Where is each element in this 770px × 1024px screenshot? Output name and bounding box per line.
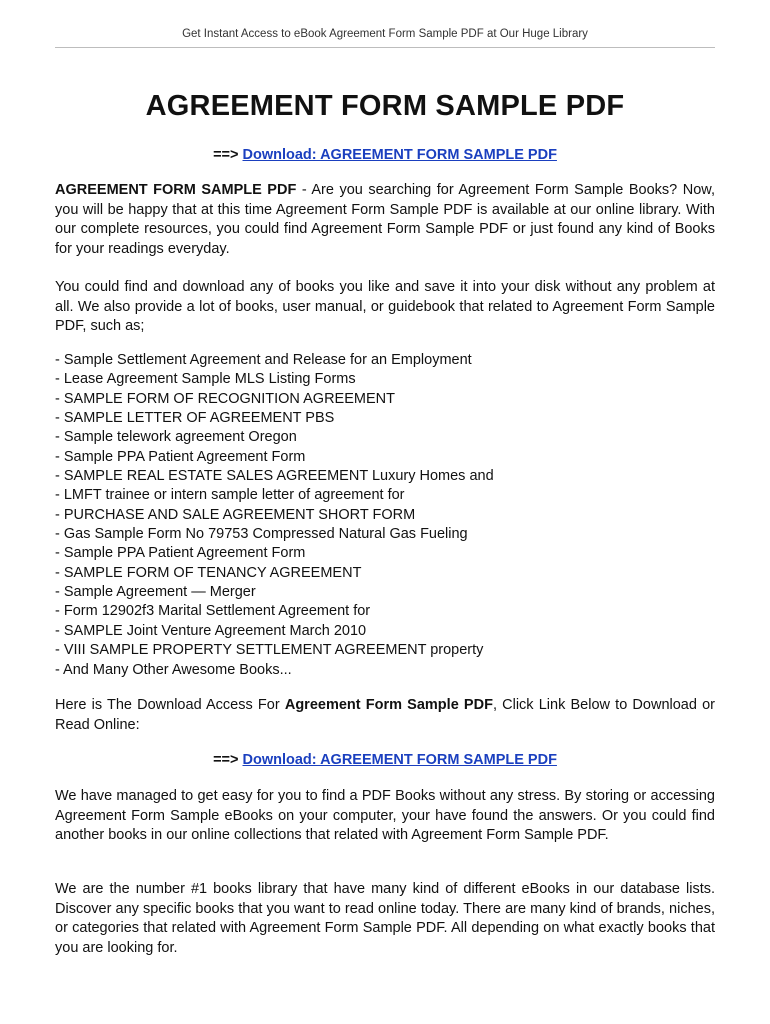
download-link-bottom[interactable]: Download: AGREEMENT FORM SAMPLE PDF — [242, 752, 557, 768]
paragraph-library: We are the number #1 books library that have many kind of different eBooks in our database lists. Discover any specific books that you want to read online today. There are many kind of brands, niches, or categories that related with Agreement Form Sample PDF. All depending on what exactly books that you are looking for. — [55, 881, 715, 956]
book-list-item: - Sample Agreement — Merger — [55, 584, 256, 601]
book-list-item: - SAMPLE Joint Venture Agreement March 2010 — [55, 622, 367, 639]
book-list-item: - Form 12902f3 Marital Settlement Agreement for — [55, 603, 371, 620]
intro-paragraph — [55, 181, 715, 259]
book-list-item: - Lease Agreement Sample MLS Listing Forms — [55, 371, 356, 388]
book-list — [55, 351, 715, 680]
download-arrow: ==> — [213, 752, 239, 768]
access-before: Here is The Download Access For — [55, 697, 285, 713]
book-list-item: - Sample Settlement Agreement and Release for an Employment — [55, 352, 472, 368]
book-list-item: - SAMPLE FORM OF RECOGNITION AGREEMENT — [55, 390, 395, 407]
book-list-item: - Sample PPA Patient Agreement Form — [55, 545, 306, 562]
book-list-item: - VIII SAMPLE PROPERTY SETTLEMENT AGREEMENT property — [55, 642, 484, 659]
access-after: , Click Link Below to Download or Read Online: — [55, 697, 715, 733]
download-arrow: ==> — [213, 147, 239, 163]
paragraph-books-description: You could find and download any of books you like and save it into your disk without any problem at all. We also provide a lot of books, user manual, or guidebook that related to Agreement Form Sample PDF, such as; — [55, 279, 715, 335]
intro-bold: AGREEMENT FORM SAMPLE PDF — [55, 182, 297, 198]
access-paragraph — [55, 696, 715, 735]
book-list-item: - LMFT trainee or intern sample letter of agreement for — [55, 487, 405, 504]
access-bold: Agreement Form Sample PDF — [284, 697, 493, 713]
download-line-top — [0, 147, 770, 163]
book-list-item: - SAMPLE LETTER OF AGREEMENT PBS — [55, 410, 335, 427]
book-list-item: - And Many Other Awesome Books... — [55, 661, 292, 678]
book-list-item: - SAMPLE FORM OF TENANCY AGREEMENT — [55, 564, 362, 581]
document-title: AGREEMENT FORM SAMPLE PDF — [145, 90, 625, 122]
book-list-item: - SAMPLE REAL ESTATE SALES AGREEMENT Luxury Homes and — [55, 468, 494, 485]
download-link-top[interactable]: Download: AGREEMENT FORM SAMPLE PDF — [242, 147, 557, 163]
page-header: Get Instant Access to eBook Agreement Form Sample PDF at Our Huge Library — [55, 28, 715, 48]
download-line-bottom — [0, 752, 770, 768]
paragraph-managed: We have managed to get easy for you to find a PDF Books without any stress. By storing or accessing Agreement Form Sample eBooks on your computer, your have found the answers. Or you could find another books in our online collections that related with Agreement Form Sample PDF. — [55, 788, 715, 844]
intro-text: - Are you searching for Agreement Form Sample Books? Now, you will be happy that at this time Agreement Form Sample PDF is available at our online library. With our complete resources, you could find Agreement Form Sample PDF or just found any kind of Books for your readings everyday. — [55, 182, 715, 257]
book-list-item: - Gas Sample Form No 79753 Compressed Natural Gas Fueling — [55, 526, 468, 543]
book-list-item: - PURCHASE AND SALE AGREEMENT SHORT FORM — [55, 506, 416, 523]
book-list-item: - Sample telework agreement Oregon — [55, 429, 297, 446]
book-list-item: - Sample PPA Patient Agreement Form — [55, 448, 306, 465]
